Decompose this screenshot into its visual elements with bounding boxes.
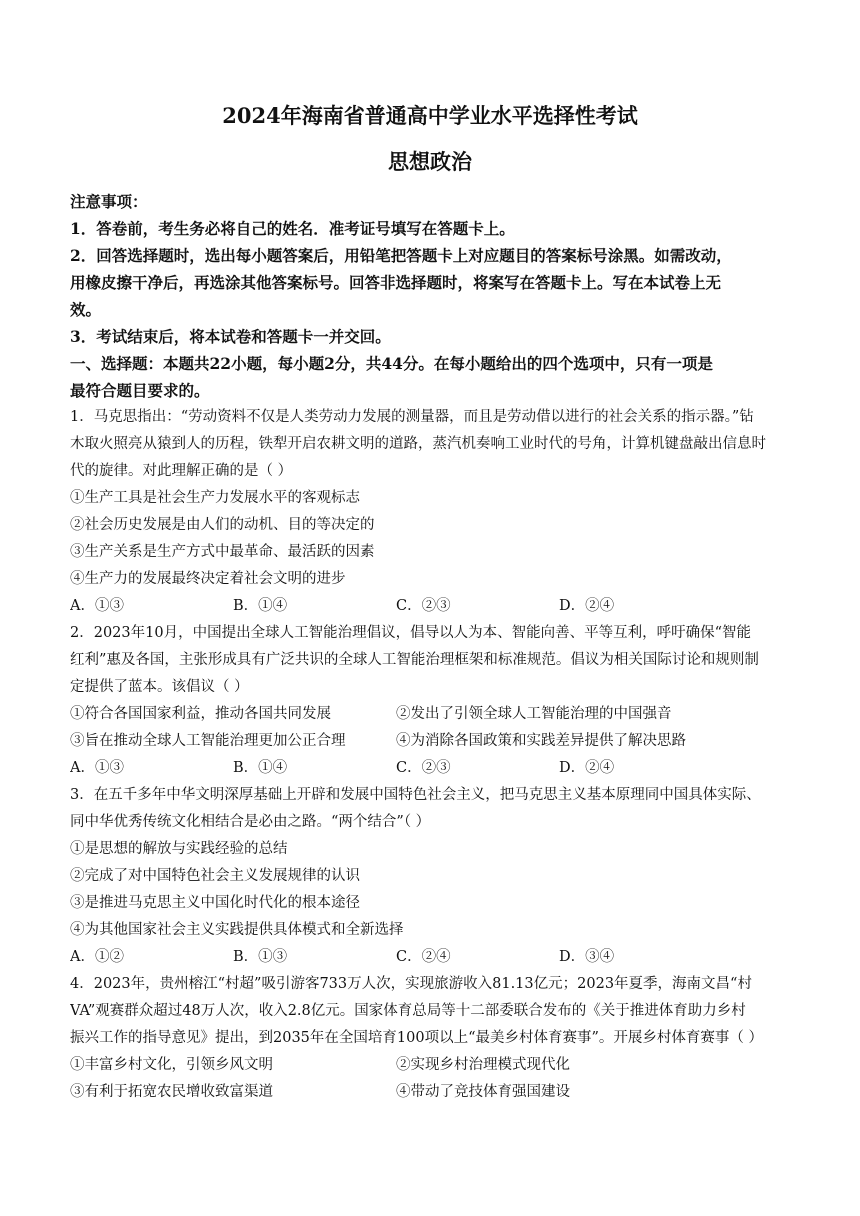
option-a: A．①③ <box>70 598 124 614</box>
option-b: B．①④ <box>233 598 288 614</box>
option-c: C．②③ <box>396 760 451 776</box>
question-3 <box>70 782 794 971</box>
statement-row <box>70 728 794 755</box>
question-stem-line: 1．马克思指出：“劳动资料不仅是人类劳动力发展的测量器，而且是劳动借以进行的社会关系的指示器。”钻 <box>70 409 754 425</box>
option-c: C．②③ <box>396 598 451 614</box>
question-stem-line: 木取火照亮从猿到人的历程，铁犁开启农耕文明的道路，蒸汽机奏响工业时代的号角，计算机键盘敲出信息时 <box>70 436 766 452</box>
subject-title: 思想政治 <box>388 149 472 174</box>
statement-4: ④带动了竞技体育强国建设 <box>396 1084 570 1100</box>
option-c: C．②④ <box>396 949 451 965</box>
notes-item-2-line-3: 效。 <box>70 300 102 319</box>
statement-4: ④生产力的发展最终决定着社会文明的进步 <box>70 571 346 587</box>
option-a: A．①② <box>70 949 124 965</box>
option-b: B．①④ <box>233 760 288 776</box>
answer-options <box>70 755 794 782</box>
question-stem-line: VA”观赛群众超过48万人次，收入2.8亿元。国家体育总局等十二部委联合发布的《关于推进体育助力乡村 <box>70 1003 746 1019</box>
option-a: A．①③ <box>70 760 124 776</box>
statement-1: ①生产工具是社会生产力发展水平的客观标志 <box>70 490 360 506</box>
statement-4: ④为其他国家社会主义实践提供具体模式和全新选择 <box>70 922 404 938</box>
statement-row <box>70 1052 794 1079</box>
question-4 <box>70 971 794 1106</box>
notes-item-2-line-1: 2．回答选择题时，选出每小题答案后，用铅笔把答题卡上对应题目的答案标号涂黑。如需改动， <box>70 246 732 265</box>
exam-content <box>70 188 794 1106</box>
option-d: D．②④ <box>559 760 615 776</box>
statement-2: ②完成了对中国特色社会主义发展规律的认识 <box>70 868 360 884</box>
notes-item-2-line-2: 用橡皮擦干净后，再选涂其他答案标号。回答非选择题时，将案写在答题卡上。写在本试卷上无 <box>70 273 722 292</box>
option-d: D．②④ <box>559 598 615 614</box>
statement-row <box>70 1079 794 1106</box>
option-d: D．③④ <box>559 949 615 965</box>
statement-1: ①符合各国国家利益，推动各国共同发展 <box>70 706 331 722</box>
question-stem-line: 2．2023年10月，中国提出全球人工智能治理倡议，倡导以人为本、智能向善、平等互利，呼吁确保“智能 <box>70 625 751 641</box>
question-stem-line: 振兴工作的指导意见》提出，到2035年在全国培育100项以上“最美乡村体育赛事”。开展乡村体育赛事（ ） <box>70 1030 764 1046</box>
statement-3: ③是推进马克思主义中国化时代化的根本途径 <box>70 895 360 911</box>
statement-4: ④为消除各国政策和实践差异提供了解决思路 <box>396 733 686 749</box>
exam-title: 2024年海南省普通高中学业水平选择性考试 <box>222 103 638 128</box>
statement-1: ①丰富乡村文化，引领乡风文明 <box>70 1057 273 1073</box>
statement-2: ②社会历史发展是由人们的动机、目的等决定的 <box>70 517 375 533</box>
notes-heading: 注意事项： <box>70 192 148 211</box>
answer-options <box>70 944 794 971</box>
question-stem-line: 3．在五千多年中华文明深厚基础上开辟和发展中国特色社会主义，把马克思主义基本原理同中国具体实际、 <box>70 787 761 803</box>
answer-options <box>70 593 794 620</box>
section-heading-line-1: 一、选择题：本题共22小题，每小题2分，共44分。在每小题给出的四个选项中，只有一项是 <box>70 354 713 373</box>
question-stem-line: 代的旋律。对此理解正确的是（ ） <box>70 463 293 479</box>
statement-3: ③生产关系是生产方式中最革命、最活跃的因素 <box>70 544 375 560</box>
question-stem-line: 同中华优秀传统文化相结合是必由之路。“两个结合”（ ） <box>70 814 431 830</box>
statement-3: ③有利于拓宽农民增收致富渠道 <box>70 1084 273 1100</box>
section-heading-line-2: 最符合题目要求的。 <box>70 381 210 400</box>
notes-item-1: 1．答卷前，考生务必将自己的姓名．准考证号填写在答题卡上。 <box>70 219 515 238</box>
statement-2: ②实现乡村治理模式现代化 <box>396 1057 570 1073</box>
statement-3: ③旨在推动全球人工智能治理更加公正合理 <box>70 733 346 749</box>
question-stem-line: 定提供了蓝本。该倡议（ ） <box>70 679 249 695</box>
notes-item-3: 3．考试结束后，将本试卷和答题卡一并交回。 <box>70 327 391 346</box>
statement-row <box>70 701 794 728</box>
question-stem-line: 红利”惠及各国，主张形成具有广泛共识的全球人工智能治理框架和标准规范。倡议为相关国际讨论和规则制 <box>70 652 759 668</box>
question-1 <box>70 404 794 620</box>
statement-1: ①是思想的解放与实践经验的总结 <box>70 841 288 857</box>
statement-2: ②发出了引领全球人工智能治理的中国强音 <box>396 706 672 722</box>
option-b: B．①③ <box>233 949 288 965</box>
question-stem-line: 4．2023年，贵州榕江“村超”吸引游客733万人次，实现旅游收入81.13亿元；2023年夏季，海南文昌“村 <box>70 976 752 992</box>
question-2 <box>70 620 794 782</box>
